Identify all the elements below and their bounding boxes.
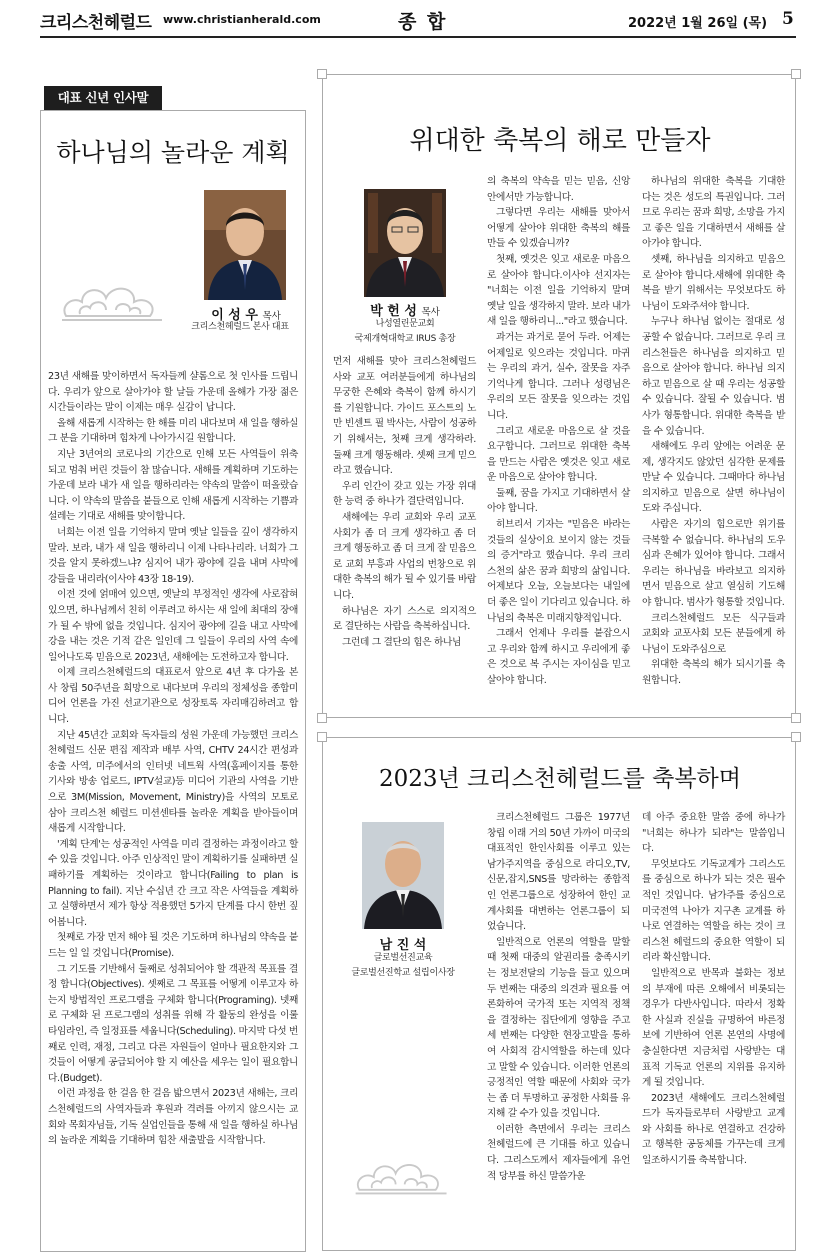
paragraph: 데 아주 중요한 말씀 중에 하나가 "너희는 하나가 되라"는 말씀입니다.	[642, 812, 785, 855]
article2-col1	[333, 354, 476, 650]
article2-headline: 위대한 축복의 해로 만들자	[409, 126, 711, 156]
masthead-logo: 크리스천헤럴드	[40, 13, 152, 33]
article3-affiliation-school: 글로벌선진학교 설립이사장	[351, 968, 455, 978]
paragraph: 크리스천헤럴드 그룹은 1977년 창립 이래 거의 50년 가까이 미국의 대표적인 한인사회를 이루고 있는 남가주지역을 중심으로 라디오,TV,신문,잡지,SNS를 망라하는 종합적인 언론그룹으로 성장하여 한인 교계사회를 대변하는 언론그룹이 되었습니다.	[487, 812, 630, 933]
paragraph: 그렇다면 우리는 새해를 맞아서 어떻게 살아야 위대한 축복의 해를 만들 수 있겠습니까?	[487, 207, 630, 250]
paragraph: 이러한 측면에서 우리는 크리스천헤럴드에 큰 기대를 하고 있습니다. 그리스도께서 제자들에게 유언적 당부를 하신 말씀가운	[487, 1123, 630, 1182]
paragraph: 과거는 과거로 묻어 두라. 어제는 어제일로 잊으라는 것입니다. 마귀는 우리의 과거, 실수, 잘못을 자주 기억나게 합니다. 그러나 성령님은 우리의 모든 잘못을 잊으라는 것입니다.	[487, 331, 630, 421]
article3-author-photo	[362, 822, 444, 929]
article1-tag: 대표 신년 인사말	[44, 86, 162, 110]
paragraph: 무엇보다도 기독교계가 그리스도를 중심으로 하나가 되는 것은 필수적인 것입니다. 남가주를 중심으로 미국전역 나아가 지구촌 교계를 하나로 연결하는 역할을 하는 것이 크리스천 헤럴드의 중요한 역할이 되리라 확신합니다.	[642, 858, 785, 964]
paragraph: 위대한 축복의 해가 되시기를 축원합니다.	[642, 659, 785, 686]
article2-author-title: 목사	[421, 307, 440, 318]
paragraph: 지난 45년간 교회와 독자들의 성원 가운데 가능했던 크리스천헤럴드 신문 편집 제작과 배부 사역, CHTV 24시간 편성과 송출 사역, 미주에서의 인터넷 네트웍 사역(홈페이지를 통한 기사와 방송 업로드, IPTV설교)등 미디어 기관의 사역을 기반으로 3M(Mission, Movement, Ministry)을 사역의 모토로 삼아 크리스천 헤럴드 미션센타를 놀라운 계획을 받아들이며 새롭게 시작합니다.	[48, 729, 298, 835]
frame-corner	[317, 69, 327, 79]
paragraph: 사람은 자기의 힘으로만 위기를 극복할 수 없습니다. 하나님의 도우심과 은혜가 있어야 합니다. 그래서 우리는 하나님을 바라보고 의지하면서 믿음으로 살고 열심히 기도해야 합니다. 범사가 형통할 것입니다.	[642, 519, 785, 609]
article3-headline: 2023년 크리스천헤럴드를 축복하며	[379, 766, 741, 792]
paragraph: 누구나 하나님 없이는 절대로 성공할 수 없습니다. 그러므로 우리 크리스천들은 하나님을 의지하고 믿음으로 살아야 합니다. 하나님 의지하고 믿음으로 살 때 우리는 성공할 수 있습니다. 잘될 수 있습니다. 범사가 형통합니다. 위대한 축복을 받을 수 있습니다.	[642, 316, 785, 437]
paragraph: 새해에도 우리 앞에는 어려운 문제, 생각지도 않았던 심각한 문제를 만날 수 있습니다. 그때마다 하나님 의지하고 믿음으로 살면 하나님이 도와 주십니다.	[642, 441, 785, 515]
article1-author-title: 목사	[262, 311, 281, 322]
frame-corner	[317, 713, 327, 723]
frame-corner	[791, 713, 801, 723]
paragraph: '계획 단계'는 성공적인 사역을 미리 결정하는 과정이라고 할 수 있을 것입니다. 아주 인상적인 말이 계획하기를 실패하면 실패하기를 계획하는 것이라고 합니다(Failing to plan is Planning to fail). 지난 수십년 간 크고 작은 사역들을 계획하고 실행하면서 제가 항상 적용했던 5가지 단계를 다시 한번 짚어봅니다.	[48, 838, 298, 928]
paragraph: 그런데 그 결단의 힘은 하나님	[342, 636, 462, 648]
frame-corner	[791, 69, 801, 79]
paragraph: 그래서 언제나 우리를 붙잡으시고 우리와 함께 하시고 우리에게 좋은 것으로 복 주시는 자이심을 믿고 살아야 합니다.	[487, 628, 630, 686]
article2-affiliation-church: 나성열린문교회	[375, 319, 435, 329]
paragraph: 그리고 새로운 마음으로 살 것을 요구합니다. 그러므로 위대한 축복을 만드는 사람은 옛것은 잊고 새로운 마음으로 살아야 합니다.	[487, 425, 630, 484]
frame-corner	[317, 732, 327, 742]
paragraph: 일반적으로 반목과 불화는 정보의 부재에 따른 오해에서 비롯되는 경우가 다반사입니다. 따라서 정확한 사실과 진실을 규명하여 바른정보에 기반하여 언론 본연의 사명에 충실한다면 지금처럼 사랑받는 대표적 기독교 언론의 지위를 유지하게 될 것입니다.	[642, 967, 785, 1089]
paragraph: 히브리서 기자는 "믿음은 바라는 것들의 실상이요 보이지 않는 것들의 증거"라고 했습니다. 우리 크리스천의 삶은 꿈과 희망의 삶입니다. 어제보다 오늘, 오늘보다는 내일에 더 좋은 일이 기다리고 있습니다. 하나님의 축복은 미래지향적입니다.	[487, 519, 630, 624]
section-title: 종 합	[398, 11, 448, 33]
cloud-ornament-icon	[352, 1155, 452, 1201]
issue-date: 2022년 1월 26일 (목)	[628, 16, 768, 31]
paragraph: 그 기도를 기반해서 둘째로 성취되어야 할 객관적 목표를 결정 합니다(Objectives). 셋째로 그 목표를 어떻게 이루고자 하는지 방법적인 프로그램을 구체화 합니다(Programing). 넷째로 구체화 된 프로그램의 성취를 위해 각 활동의 완성을 이룰 타임라인, 즉 일정표를 세웁니다(Scheduling). 마지막 다섯 번째로 인력, 재정, 그리고 다른 자원들이 얼마나 필요한지와 그것들이 어떻게 공급되어야 할 지 예산을 세우는 일이 필요합니다.(Budget).	[48, 963, 298, 1084]
paragraph: 새해에는 우리 교회와 우리 교포사회가 좀 더 크게 생각하고 좀 더 크게 행동하고 좀 더 크게 잘 믿음으로 교회 부흥과 사업의 번창으로 위대한 축복의 해가 될 수 있기를 바랍니다.	[333, 511, 476, 601]
paragraph: 의 축복의 약속을 믿는 믿음, 신앙 안에서만 가능합니다.	[487, 176, 630, 203]
paragraph: 지난 3년여의 코로나의 기간으로 인해 모든 사역들이 위축되고 멈춰 버린 것들이 참 많습니다. 새해를 계획하며 기도하는 가운데 보라 내가 새 일을 행하리라는 약속의 말씀이 떠올랐습니다. 이 약속의 말씀을 붙들으로 인해 새롭게 시작하는 기쁨과 설레는 기대로 새해를 맞이합니다.	[48, 448, 298, 523]
article2-author	[350, 300, 460, 319]
masthead-url[interactable]: www.christianherald.com	[163, 13, 321, 26]
paragraph: 하나님은 자기 스스로 의지적으로 결단하는 사람을 축복하십니다.	[333, 605, 476, 633]
article1-affiliation: 크리스천헤럴드 본사 대표	[191, 322, 289, 332]
article1-headline: 하나님의 놀라운 계획	[56, 138, 290, 167]
article3-col2	[642, 810, 785, 1169]
article1-body	[48, 369, 298, 1149]
article3-col1	[487, 810, 630, 1184]
paragraph: 셋째, 하나님을 의지하고 믿음으로 살아야 합니다.새해에 위대한 축복을 받기 위해서는 무엇보다도 하나님이 도와주셔야 합니다.	[642, 253, 785, 312]
frame-corner	[791, 732, 801, 742]
paragraph: 첫째로 가장 먼저 해야 될 것은 기도하며 하나님의 약속을 붙드는 일 일 것입니다(Promise).	[48, 932, 298, 959]
article2-affiliation-school: 국제개혁대학교 IRUS 총장	[354, 334, 456, 344]
article3-affiliation-edu: 글로벌선진교육	[373, 953, 433, 963]
paragraph: 올해 새롭게 시작하는 한 해를 미리 내다보며 새 일을 행하실 그 분을 기대하며 힘차게 나아가시길 원합니다.	[48, 417, 298, 445]
article3-author-name: 남 진 석	[379, 938, 427, 953]
article2-col3	[642, 174, 785, 689]
paragraph: 둘째, 꿈을 가지고 기대하면서 살아야 합니다.	[487, 487, 630, 515]
paragraph: 2023년 새해에도 크리스천헤럴드가 독자들로부터 사랑받고 교계와 사회를 하나로 연결하고 건강하고 행복한 공동체를 가꾸는데 크게 일조하시기를 축복합니다.	[642, 1092, 785, 1167]
article2-author-name: 박 헌 성	[370, 304, 417, 319]
paragraph: 23년 새해를 맞이하면서 독자들께 샬롬으로 첫 인사를 드립니다. 우리가 앞으로 살아가야 할 날들 가운데 올해가 가장 젊은 시간들이라는 말이 이제는 매우 실감이 납니다.	[48, 371, 298, 414]
paragraph: 이제 크리스천헤럴드의 대표로서 앞으로 4년 후 다가올 본사 창립 50주년을 희망으로 내다보며 우리의 정체성을 종합미디어 언론을 가진 선교기관으로 성장토록 자리매김하려고 합니다.	[48, 667, 298, 726]
paragraph: 이런 과정을 한 걸음 한 걸음 밟으면서 2023년 새해는, 크리스천헤럴드의 사역자들과 후원과 격려를 아끼지 않으시는 교회와 목회자님들, 기독 실업인들을 통해 새 일을 행하실 하나님의 놀라운 계획을 기대하며 힘찬 새출발을 시작합니다.	[48, 1088, 298, 1147]
paragraph: 먼저 새해를 맞아 크리스천헤럴드사와 교포 여러분들에게 하나님의 무궁한 은혜와 축복이 함께 하시기를 기원합니다. 가이드 포스트의 노만 빈센트 필 박사는, 사람이 성공하기 위해서는, 첫째 크게 생각하라. 둘째 크게 행동해라. 셋째 크게 믿으라고 했습니다.	[333, 356, 476, 477]
paragraph: 하나님의 위대한 축복을 기대한다는 것은 성도의 특권입니다. 그러므로 우리는 꿈과 희망, 소망을 가지고 좋은 일을 기대하면서 새해를 살아가야 합니다.	[642, 176, 785, 250]
paragraph: 이전 것에 얽매여 있으면, 옛날의 부정적인 생각에 사로잡혀 있으면, 하나님께서 친히 이루려고 하시는 새 일에 최대의 장애가 될 수 밖에 없을 것입니다. 심지어 광야에 길을 내고 사막에 강을 내는 것은 기적 같은 일인데 그 일들이 우리의 사역 속에 일어나도록 믿음으로 2023년, 새해에는 도전하고자 합니다.	[48, 589, 298, 663]
page-number: 5	[782, 9, 794, 29]
article2-col2	[487, 174, 630, 689]
cloud-ornament-icon	[58, 278, 168, 328]
paragraph: 일반적으로 언론의 역할을 말할 때 첫째 대중의 알권리를 충족시키는 정보전달의 기능을 들고 있으며 두 번째는 대중의 의견과 필요를 여론화하여 국가적 또는 지역적 정책을 결정하는 집단에게 영향을 주고 세 번째는 다양한 현장고발을 통하여 사회적 감시역할을 하는데 있다고 말할 수 있습니다. 이러한 언론의 긍정적인 역할 때문에 사회와 국가는 좀 더 투명하고 공정한 사회를 유지해 갈 수가 있을 것입니다.	[487, 936, 630, 1120]
paragraph: 첫째, 옛것은 잊고 새로운 마음으로 살아야 합니다.이사야 선지자는 "너희는 이전 일을 기억하지 말며 옛날 일을 생각하지 말라. 보라 내가 새 일을 행하리니..."라고 했습니다.	[487, 253, 630, 328]
article1-author-photo	[204, 190, 286, 300]
paragraph: 우리 인간이 갖고 있는 가장 위대한 능력 중 하나가 결단력입니다.	[333, 480, 476, 508]
article2-author-photo	[364, 189, 446, 297]
article1-author-name: 이 성 우	[211, 308, 258, 323]
paragraph: 크리스천헤럴드 모든 식구들과 교회와 교포사회 모든 분들에게 하나님이 도와주심으로	[642, 612, 785, 655]
masthead-rule	[40, 36, 796, 38]
paragraph: 너희는 이전 일을 기억하지 말며 옛날 일들을 깊이 생각하지 말라. 보라, 내가 새 일을 행하리니 이제 나타나리라. 너희가 그것을 알지 못하겠느냐? 심지어 내가 광야에 길을 내며 사막에 강들을 내리라(이사야 43장 18-19).	[48, 526, 298, 585]
